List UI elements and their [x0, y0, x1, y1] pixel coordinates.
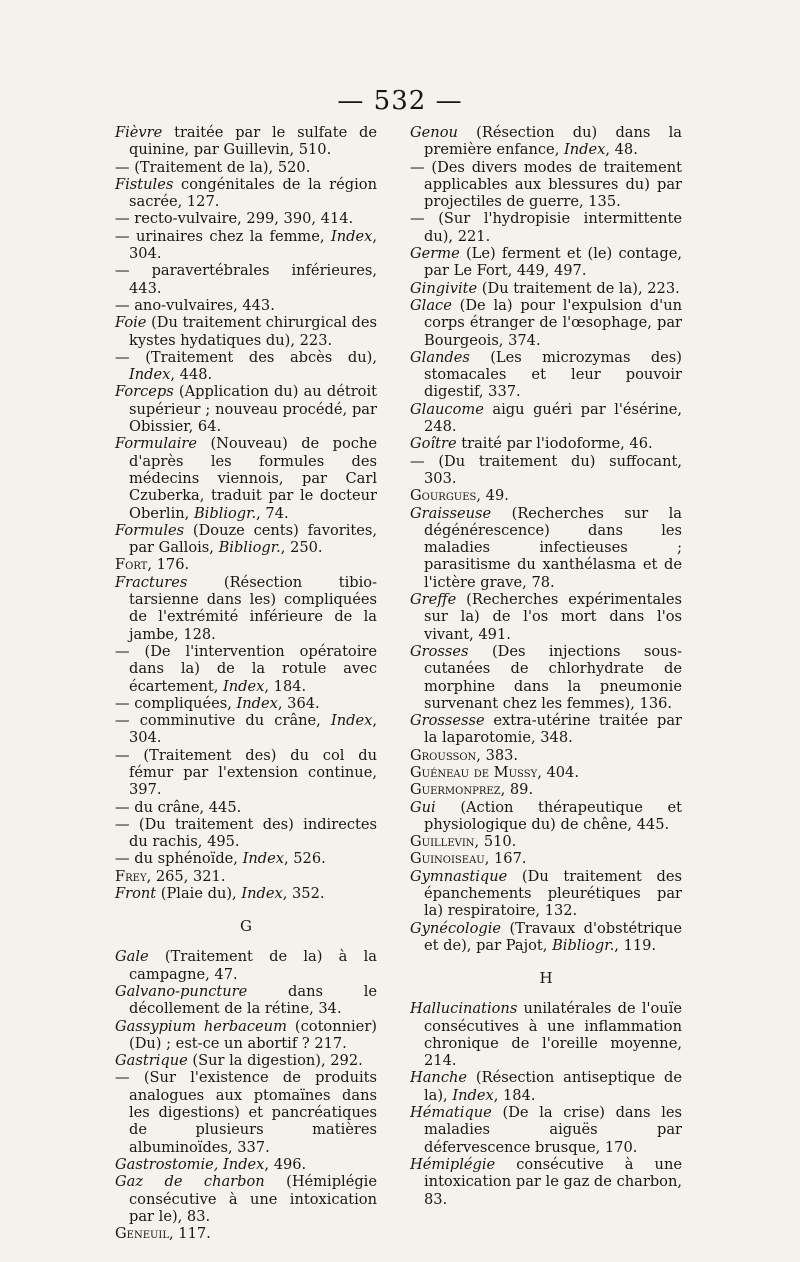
index-entry [115, 868, 377, 885]
entry-text: — (Traitement des abcès du), [115, 348, 377, 366]
entry-text: — (Traitement de la), 520. [115, 158, 311, 176]
entry-text: — (De l'intervention opératoire dans la) de la rotule avec écartement, [115, 642, 377, 695]
entry-heading: Guillevin [410, 833, 475, 851]
entry-text: (Traitement de la) à la campagne, 47. [129, 948, 377, 983]
index-entry [115, 1225, 377, 1242]
entry-text: dans le décollement de la rétine, 34. [129, 982, 377, 1018]
entry-text: , 176. [147, 556, 190, 574]
entry-heading: Galvano-puncture [115, 982, 248, 1000]
index-entry [115, 799, 377, 816]
entry-reference: Index [452, 1086, 494, 1104]
entry-heading: Geneuil [115, 1225, 170, 1243]
entry-heading: Gynécologie [410, 919, 501, 937]
index-entry [410, 764, 682, 781]
index-entry [410, 159, 682, 211]
entry-reference: Bibliogr. [552, 936, 615, 954]
entry-text: — (Sur l'hydropisie intermittente du), 221. [410, 210, 682, 245]
entry-text: (Nouveau) de poche d'après les formules des médecins viennois, par Carl Czuberka, traduit par le docteur Oberlin, [129, 435, 377, 522]
index-entry [115, 124, 377, 159]
index-entry [410, 210, 682, 245]
entry-text: (Sur la digestion), 292. [187, 1052, 363, 1070]
entry-page-ref: , 304. [129, 227, 377, 263]
index-entry [410, 487, 682, 504]
entry-reference: Index [330, 712, 373, 730]
entry-heading: Foie [115, 314, 147, 332]
index-entry [115, 228, 377, 263]
entry-text: (Résection tibio-tarsienne dans les) compliquées de l'extrémité inférieure de la jambe, 128. [129, 573, 377, 643]
entry-heading: Germe [410, 245, 460, 263]
entry-reference: Index [330, 227, 373, 245]
entry-text: , 89. [500, 781, 534, 799]
index-entry [115, 948, 377, 983]
entry-reference: Index [236, 694, 278, 712]
entry-heading: Fort [115, 556, 148, 574]
index-entry [115, 262, 377, 297]
entry-text: — paravertébrales inférieures, 443. [115, 262, 377, 297]
index-entry [115, 1156, 377, 1173]
entry-heading: Gale [115, 948, 149, 966]
entry-heading: Glandes [410, 348, 470, 366]
entry-page-ref: , 74. [256, 504, 289, 522]
entry-text: (Les microzymas des) stomacales et leur pouvoir digestif, 337. [424, 348, 682, 401]
entry-text: , 117. [169, 1225, 211, 1243]
index-entry [115, 1052, 377, 1069]
entry-heading: Fistules [115, 175, 174, 193]
entry-text: congénitales de la région sacrée, 127. [129, 175, 377, 211]
index-entry [410, 747, 682, 764]
entry-text: (Des injections sous-cutanées de chlorhydrate de morphine dans la pneumonie survenant chez les femmes), 136. [424, 642, 682, 712]
entry-text: , 404. [537, 763, 579, 781]
entry-text: , 496. [264, 1155, 307, 1173]
index-entry [115, 816, 377, 851]
index-entry [410, 505, 682, 591]
entry-page-ref: , 184. [264, 677, 307, 695]
index-entry [410, 1000, 682, 1069]
entry-heading: Guinoiseau [410, 850, 485, 868]
entry-heading: Gui [410, 798, 436, 816]
entry-text: extra-utérine traitée par la laparotomie, 348. [424, 712, 682, 747]
entry-heading: Gaz de charbon [115, 1173, 265, 1191]
entry-text: (Résection du) dans la première enfance, [424, 124, 682, 159]
entry-text: — ano-vulvaires, 443. [115, 296, 275, 314]
index-entry [410, 643, 682, 712]
entry-heading: Genou [410, 124, 458, 141]
entry-text: — du sphénoïde, [115, 850, 243, 868]
index-entry [115, 574, 377, 643]
entry-reference: Bibliogr. [218, 539, 281, 557]
entry-text: , 510. [474, 833, 517, 851]
entry-text: — (Traitement des) du col du fémur par l'extension continue, 397. [115, 746, 377, 799]
entry-reference: Index [242, 850, 284, 868]
entry-page-ref: , 48. [605, 141, 638, 159]
index-entry [410, 591, 682, 643]
index-entry [115, 1018, 377, 1053]
entry-text: (Recherches expérimentales sur la) de l'os mort dans l'os vivant, 491. [424, 591, 682, 643]
entry-text: (Travaux d'obstétrique et de), par Pajot, [424, 919, 682, 954]
entry-text: (Plaie du), [156, 885, 242, 903]
entry-heading: Hanche [410, 1069, 468, 1087]
entry-reference: Bibliogr. [193, 504, 257, 522]
entry-text: (Le) ferment et (le) contage, par Le Fort, 449, 497. [424, 245, 682, 280]
entry-heading: Graisseuse [410, 504, 492, 522]
index-entry [115, 747, 377, 799]
entry-reference: Index [129, 366, 171, 384]
entry-heading: Frey [115, 867, 147, 885]
index-entry [410, 1069, 682, 1104]
index-entry [115, 695, 377, 712]
entry-heading: Fièvre [115, 124, 163, 141]
index-entry [410, 349, 682, 401]
entry-text: — urinaires chez la femme, [115, 227, 331, 245]
entry-text: — (Du traitement du) suffocant, 303. [410, 452, 682, 487]
entry-heading: Goître [410, 435, 457, 453]
index-entry [115, 159, 377, 176]
entry-text: — (Sur l'existence de produits analogues aux ptomaïnes dans les digestions) et pancréatiques de plusieurs matières albuminoïdes, 337. [115, 1069, 377, 1156]
entry-heading: Gastrostomie, Index [115, 1155, 265, 1173]
index-entry [115, 850, 377, 867]
entry-page-ref: , 352. [282, 885, 325, 903]
entry-text: (Résection antiseptique de la), [424, 1069, 682, 1104]
index-entry [410, 435, 682, 452]
entry-page-ref: , 250. [280, 539, 323, 557]
index-entry [115, 522, 377, 557]
entry-text: consécutive à une intoxication par le gaz de charbon, 83. [424, 1155, 682, 1208]
entry-text: , 265, 321. [146, 867, 226, 885]
entry-heading: Gingivite [410, 279, 478, 297]
index-entry [115, 1173, 377, 1225]
index-entry [410, 401, 682, 436]
entry-page-ref: , 448. [170, 366, 213, 384]
entry-text: , 167. [484, 850, 527, 868]
index-entry [410, 245, 682, 280]
left-column [115, 124, 377, 1242]
index-entry [115, 435, 377, 521]
entry-page-ref: , 526. [283, 850, 326, 868]
index-entry [115, 885, 377, 902]
entry-heading: Guéneau de Mussy [410, 763, 538, 781]
entry-heading: Front [115, 885, 157, 903]
entry-text: traité par l'iodoforme, 46. [456, 435, 653, 453]
index-entry [115, 1069, 377, 1155]
entry-text: (Application du) au détroit supérieur ; nouveau procédé, par Obissier, 64. [129, 383, 377, 436]
index-entry [410, 1156, 682, 1208]
entry-reference: Index [563, 141, 606, 159]
index-entry [410, 453, 682, 488]
entry-text: aigu guéri par l'ésérine, 248. [424, 400, 682, 436]
index-entry [410, 124, 682, 159]
entry-heading: Gourgues [410, 487, 477, 505]
index-entry [115, 556, 377, 573]
index-entry [410, 868, 682, 920]
entry-page-ref: , 119. [614, 936, 657, 954]
entry-heading: Fractures [115, 573, 188, 591]
entry-text: — du crâne, 445. [115, 798, 242, 816]
index-entry [410, 280, 682, 297]
page-number: — 532 — [337, 86, 463, 116]
entry-text: (Du traitement de la), 223. [477, 279, 680, 297]
entry-text: (Du traitement des épanchements pleurétiques par la) respiratoire, 132. [424, 867, 682, 920]
index-entry [410, 1104, 682, 1156]
entry-reference: Index [241, 885, 283, 903]
entry-heading: Hémiplégie [410, 1155, 496, 1173]
entry-page-ref: , 184. [493, 1086, 536, 1104]
entry-text: — (Des divers modes de traitement applicables aux blessures du) par projectiles de guerre, 135. [410, 158, 682, 211]
entry-heading: Hallucinations [410, 1000, 518, 1018]
entry-heading: Formules [115, 521, 185, 539]
entry-reference: Index [223, 677, 265, 695]
entry-text: (De la crise) dans les maladies aiguës par défervescence brusque, 170. [424, 1104, 682, 1156]
entry-text: , 49. [476, 487, 509, 505]
right-column [410, 124, 682, 1208]
index-entry [115, 176, 377, 211]
index-entry [410, 781, 682, 798]
index-entry [115, 210, 377, 227]
entry-heading: Grosses [410, 642, 469, 660]
entry-heading: Gassypium herbaceum [115, 1017, 287, 1035]
entry-heading: Glace [410, 296, 452, 314]
index-entry [410, 799, 682, 834]
index-entry [115, 643, 377, 695]
section-letter: G [240, 917, 252, 936]
index-entry [410, 850, 682, 867]
entry-heading: Gastrique [115, 1052, 188, 1070]
index-entry [115, 383, 377, 435]
entry-heading: Greffe [410, 591, 457, 609]
entry-heading: Grossesse [410, 712, 485, 730]
entry-heading: Hématique [410, 1104, 492, 1122]
entry-text: — recto-vulvaire, 299, 390, 414. [115, 210, 354, 228]
entry-text: — (Du traitement des) indirectes du rachis, 495. [115, 815, 377, 851]
index-entry [115, 349, 377, 384]
entry-text: , 383. [476, 746, 519, 764]
entry-text: unilatérales de l'ouïe consécutives à une inflammation chronique de l'oreille moyenne, 214. [424, 1000, 682, 1070]
entry-text: traitée par le sulfate de quinine, par Guillevin, 510. [129, 124, 377, 159]
entry-heading: Gymnastique [410, 867, 508, 885]
index-entry [115, 712, 377, 747]
entry-page-ref: , 304. [129, 712, 377, 747]
entry-heading: Formulaire [115, 435, 197, 453]
entry-text: (Recherches sur la dégénérescence) dans les maladies infectieuses ; parasitisme du xanthélasma et de l'ictère grave, 78. [424, 504, 682, 591]
entry-text: (Action thérapeutique et physiologique du) de chêne, 445. [424, 798, 682, 833]
entry-heading: Forceps [115, 383, 174, 401]
index-entry [410, 712, 682, 747]
entry-heading: Grousson [410, 746, 477, 764]
entry-heading: Glaucome [410, 400, 484, 418]
entry-text: — compliquées, [115, 694, 237, 712]
index-entry [115, 314, 377, 349]
entry-page-ref: , 364. [277, 694, 320, 712]
entry-text: (Du traitement chirurgical des kystes hydatiques du), 223. [129, 314, 377, 349]
index-entry [410, 920, 682, 955]
index-entry [410, 297, 682, 349]
index-entry [115, 297, 377, 314]
index-entry [115, 983, 377, 1018]
entry-text: — comminutive du crâne, [115, 712, 331, 730]
entry-text: (cotonnier) (Du) ; est-ce un abortif ? 217. [129, 1017, 377, 1052]
index-entry [410, 833, 682, 850]
entry-text: (Douze cents) favorites, par Gallois, [129, 521, 377, 557]
section-letter: H [539, 969, 553, 988]
entry-text: (Hémiplégie consécutive à une intoxication par le), 83. [129, 1173, 377, 1225]
entry-text: (De la) pour l'expulsion d'un corps étranger de l'œsophage, par Bourgeois, 374. [424, 296, 682, 349]
entry-heading: Guermonprez [410, 781, 501, 799]
